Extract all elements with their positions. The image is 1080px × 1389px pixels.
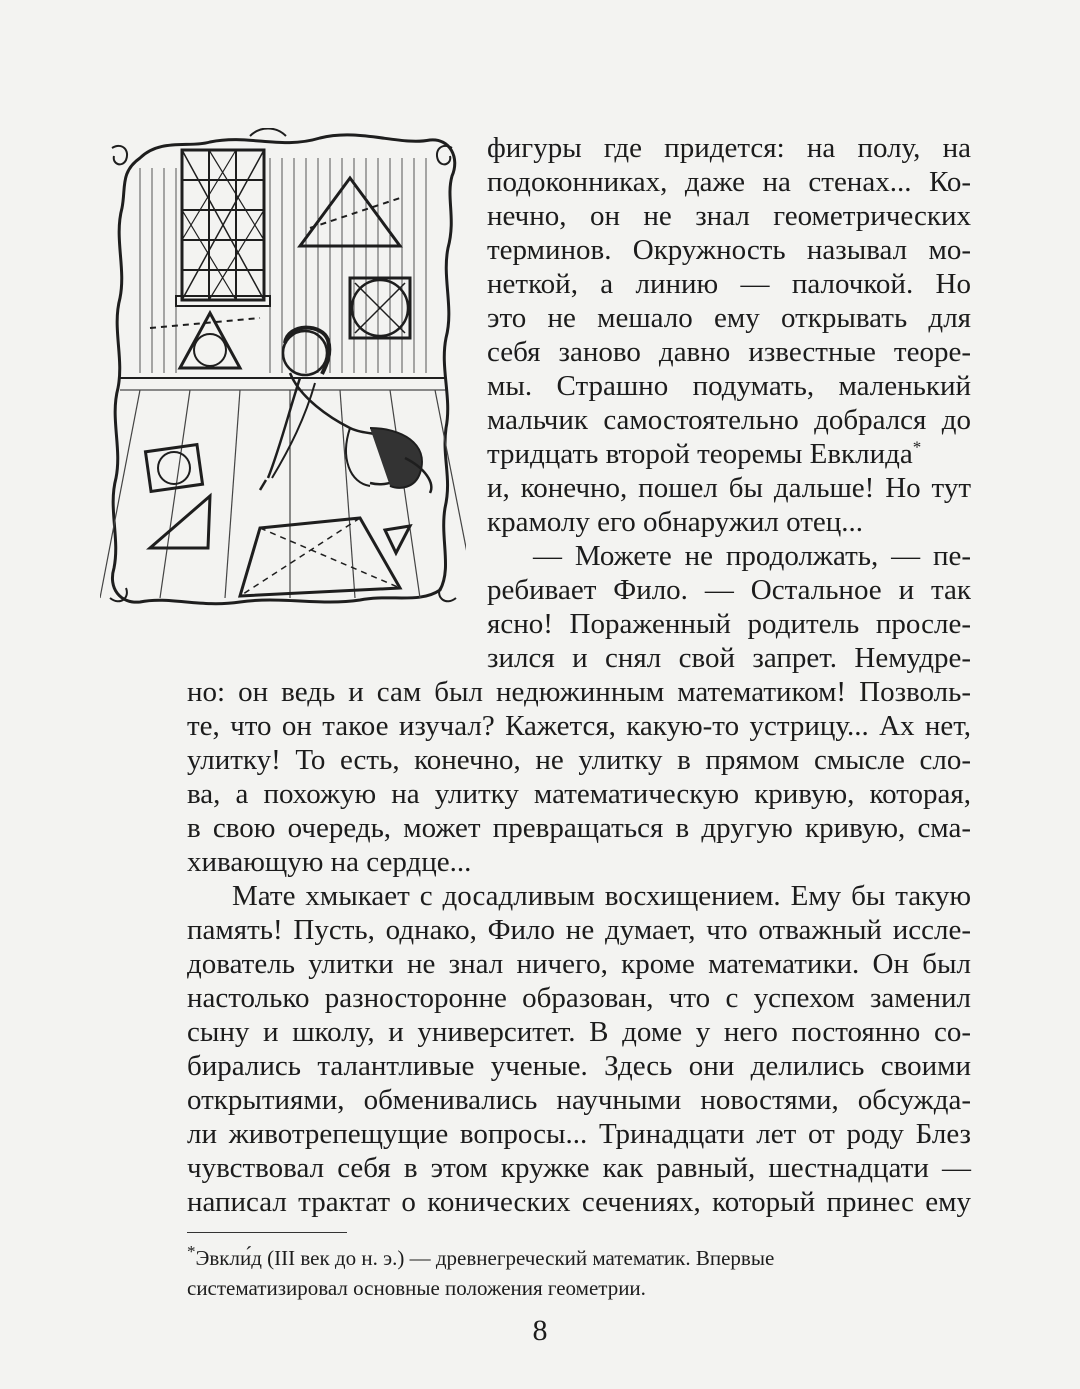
footnote-line-1 [187,1244,774,1272]
text-line: настолько разносторонне образован, что с успехом заменил [187,982,971,1014]
text-line: чувствовал себя в этом кружке как равный, шестнадцати — [187,1152,971,1184]
text-line: нечно, он не знал геометрических [487,200,971,232]
footnote-line-2: систематизировал основные положения геометрии. [187,1276,646,1300]
footnote-marker: * [187,1242,196,1261]
text-line: подоконниках, даже на стенах... Ко- [487,166,971,198]
text-line: память! Пусть, однако, Фило не думает, что отважный иссле- [187,914,971,946]
text-line: написал трактат о конических сечениях, который принес ему [187,1186,971,1218]
text-line: ребивает Фило. — Остальное и так [487,574,971,606]
text-line: но: он ведь и сам был недюжинным математиком! Позволь- [187,676,971,708]
text-line-with-footnote-ref [487,437,971,471]
text-line: и, конечно, пошел бы дальше! Но тут [487,472,971,504]
text-line: Мате хмыкает с досадливым восхищением. Ему бы такую [232,880,971,912]
text-line: мы. Страшно подумать, маленький [487,370,971,402]
footnote-ref: * [912,437,922,457]
text-line: дователь улитки не знал ничего, кроме математики. Он был [187,948,971,980]
text-line: в свою очередь, может превращаться в другую кривую, сма- [187,812,971,844]
text-line: ва, а похожую на улитку математическую кривую, которая, [187,778,971,810]
page-number: 8 [532,1314,548,1347]
text-line: улитку! То есть, конечно, не улитку в прямом смысле сло- [187,744,971,776]
text-line: ясно! Пораженный родитель просле- [487,608,971,640]
text-line: мальчик самостоятельно добрался до [487,404,971,436]
text-line: сыну и школу, и университет. В доме у него постоянно со- [187,1016,971,1048]
text-line: это не мешало ему открывать для [487,302,971,334]
text-line: неткой, а линию — палочкой. Но [487,268,971,300]
text-line: крамолу его обнаружил отец... [487,506,864,538]
text-line: ли животрепещущие вопросы... Тринадцати лет от роду Блез [187,1118,971,1150]
text-line: те, что он такое изучал? Кажется, какую-то устрицу... Ах нет, [187,710,971,742]
text-line: — Можете не продолжать, — пе- [533,540,971,572]
text-line: зился и снял свой запрет. Немудре- [487,642,971,674]
footnote-text: Эвкли́д (III век до н. э.) — древнегреческий математик. Впервые [195,1246,775,1270]
text-line: фигуры где придется: на полу, на [487,132,971,164]
boy-drawing-geometry-icon [100,128,466,608]
text-line: бирались талантливые ученые. Здесь они делились своими [187,1050,971,1082]
text-line: хивающую на сердце... [187,846,472,878]
text-line: себя заново давно известные теоре- [487,336,971,368]
text-line: терминов. Окружность называл мо- [487,234,971,266]
text-segment: тридцать второй теоремы Евклида [487,438,913,470]
footnote-divider [187,1232,347,1233]
text-line: открытиями, обменивались научными новостями, обсужда- [187,1084,971,1116]
